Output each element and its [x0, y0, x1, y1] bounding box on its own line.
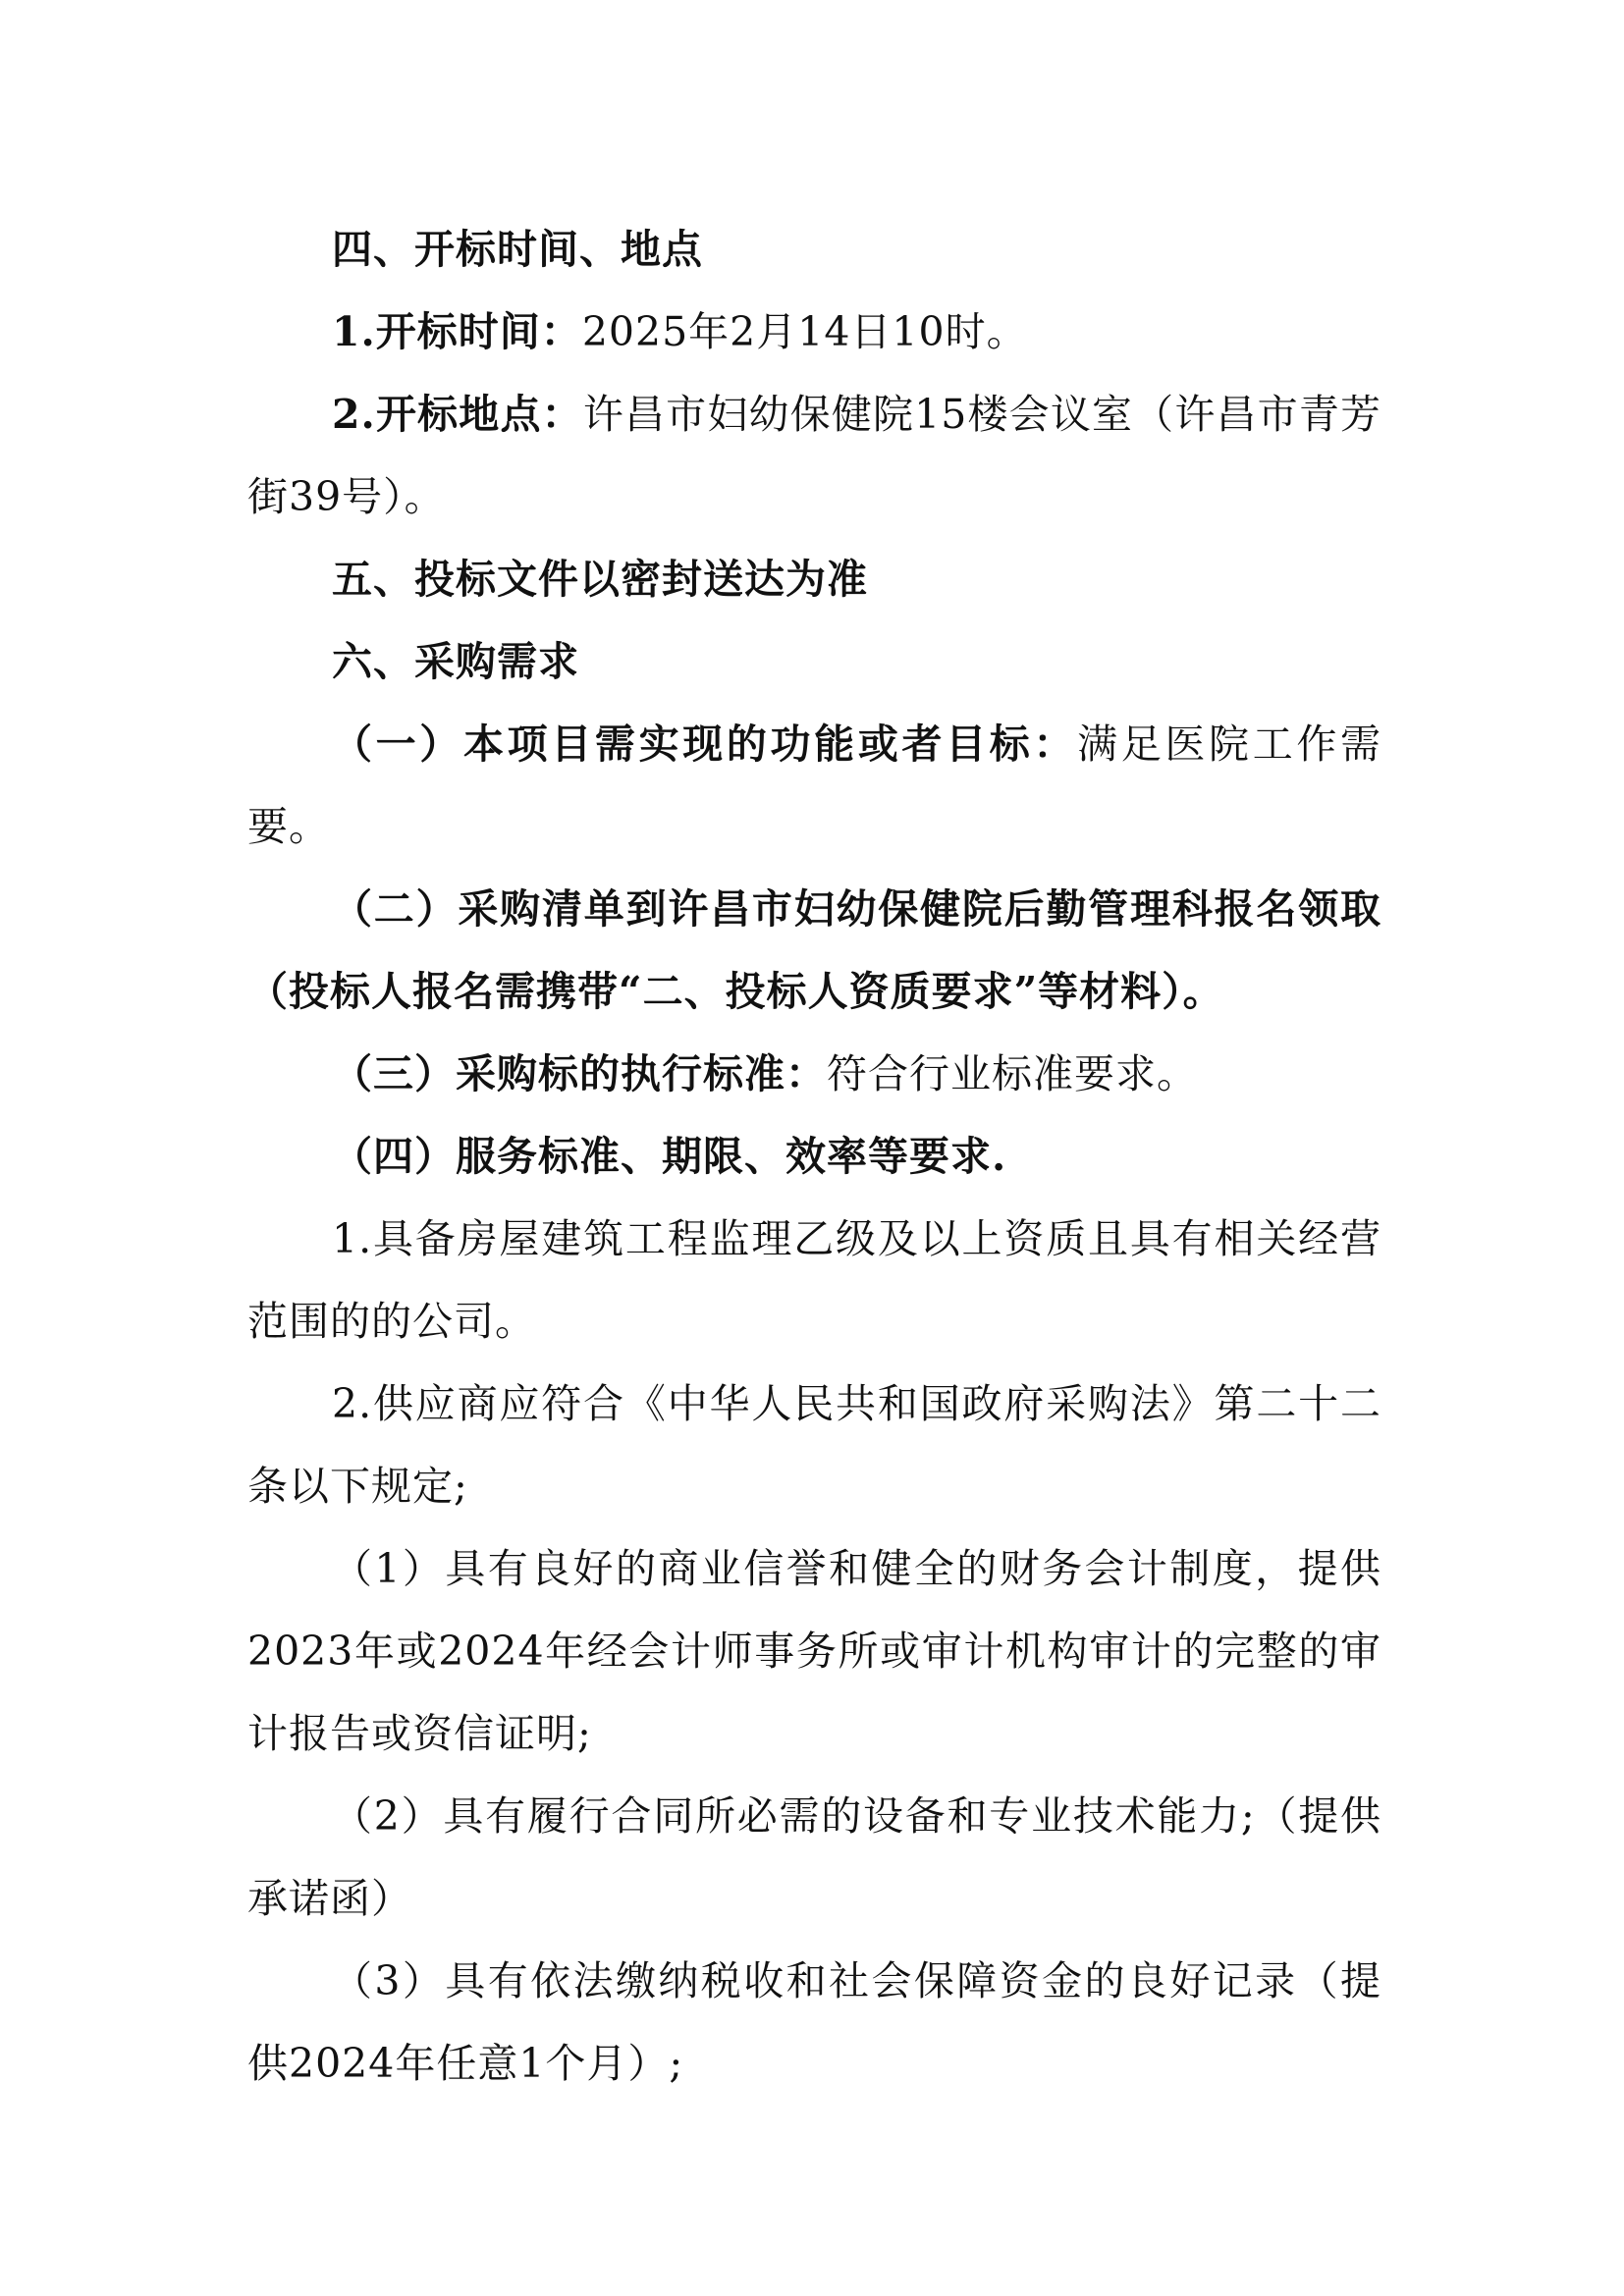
section-5-heading: 五、投标文件以密封送达为准	[332, 556, 868, 603]
section-6-heading: 六、采购需求	[332, 638, 579, 685]
procurement-list-paragraph: （二）采购清单到许昌市妇幼保健院后勤管理科报名领取（投标人报名需携带“二、投标人资质要求”等材料）。	[247, 885, 1381, 1015]
requirement-item-5: （3）具有依法缴纳税收和社会保障资金的良好记录（提供2024年任意1个月）;	[247, 1957, 1381, 2087]
procurement-goal-value: 满足医院工作需要。	[247, 721, 1382, 850]
opening-time-label: 1.开标时间：	[332, 308, 582, 355]
execution-standard-value: 符合行业标准要求。	[827, 1050, 1198, 1097]
opening-time-value: 2025年2月14日10时。	[581, 308, 1028, 355]
document-body	[247, 208, 1381, 2105]
opening-location-paragraph	[247, 373, 1381, 538]
requirement-item-4: （2）具有履行合同所必需的设备和专业技术能力;（提供承诺函）	[247, 1792, 1381, 1922]
procurement-goal-paragraph	[247, 703, 1381, 868]
requirement-item-2: 2.供应商应符合《中华人民共和国政府采购法》第二十二条以下规定;	[247, 1380, 1381, 1510]
opening-location-value: 许昌市妇幼保健院15楼会议室（许昌市青芳街39号）。	[247, 391, 1381, 520]
opening-time-paragraph	[247, 291, 1381, 373]
requirement-item-1: 1.具备房屋建筑工程监理乙级及以上资质且具有相关经营范围的的公司。	[247, 1215, 1381, 1345]
execution-standard-label: （三）采购标的执行标准：	[332, 1050, 827, 1097]
execution-standard-paragraph	[247, 1033, 1381, 1115]
service-standard-heading: （四）服务标准、期限、效率等要求.	[332, 1133, 1007, 1180]
procurement-goal-label: （一）本项目需实现的功能或者目标：	[332, 721, 1078, 768]
section-4-heading: 四、开标时间、地点	[332, 226, 703, 273]
requirement-item-3: （1）具有良好的商业信誉和健全的财务会计制度，提供2023年或2024年经会计师事务所或审计机构审计的完整的审计报告或资信证明;	[247, 1545, 1381, 1757]
opening-location-label: 2.开标地点：	[332, 391, 583, 438]
